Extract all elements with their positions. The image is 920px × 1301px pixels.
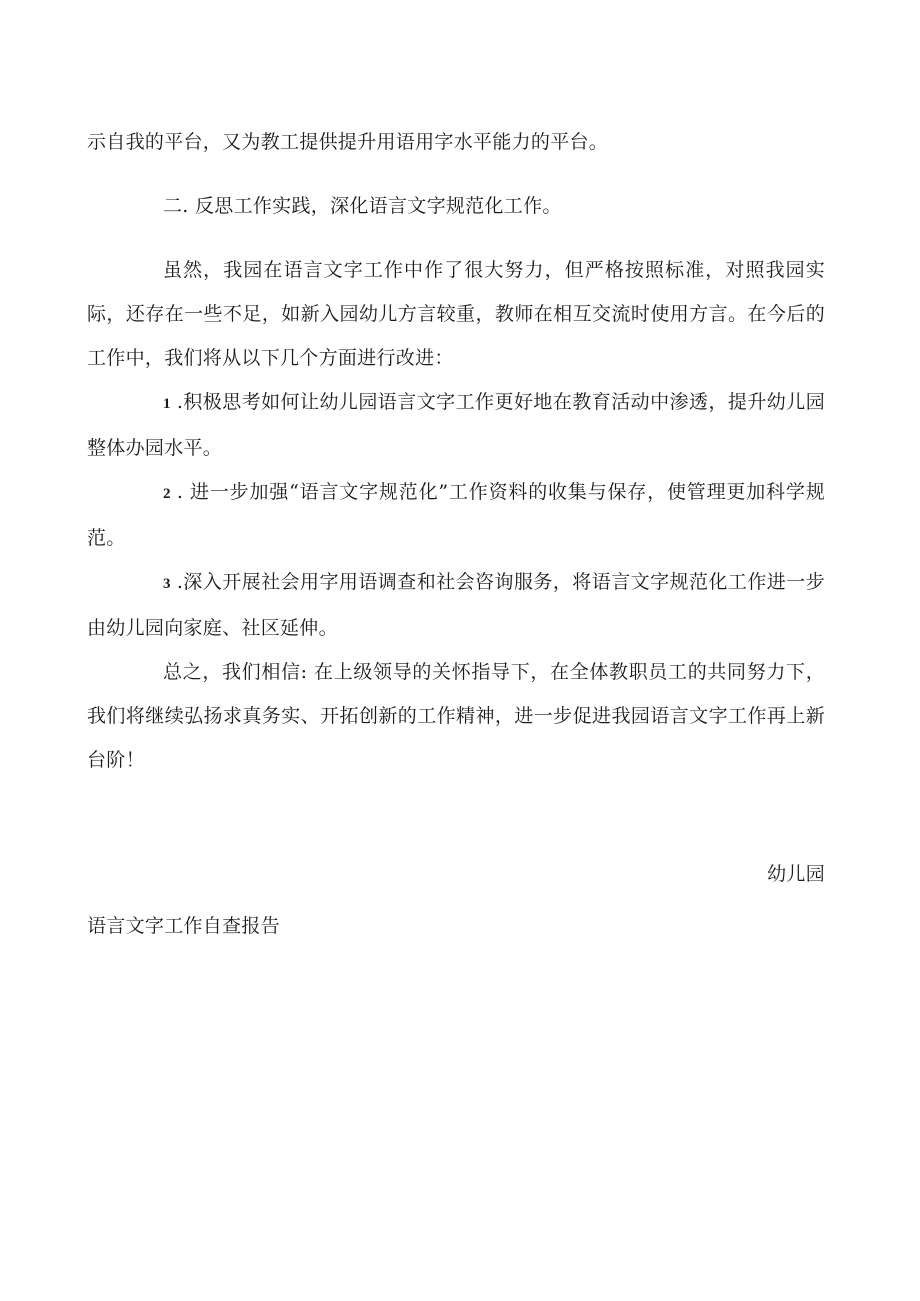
document-body	[87, 120, 825, 948]
list-item-1	[87, 380, 825, 470]
list-item-3-text: .深入开展社会用字用语调查和社会咨询服务，将语言文字规范化工作进一步由幼儿园向家庭、社区延伸。	[87, 571, 825, 639]
paragraph-reflection: 虽然，我园在语言文字工作中作了很大努力，但严格按照标准，对照我园实际，还存在一些不足，如新入园幼儿方言较重，教师在相互交流时使用方言。在今后的工作中，我们将从以下几个方面进行改进：	[87, 259, 825, 369]
closing-title: 语言文字工作自查报告	[87, 915, 281, 937]
section-heading-2: 二. 反思工作实践，深化语言文字规范化工作。	[163, 195, 562, 217]
paragraph-continuation: 示自我的平台，又为教工提供提升用语用字水平能力的平台。	[87, 131, 609, 153]
list-item-1-text: .积极思考如何让幼儿园语言文字工作更好地在教育活动中渗透，提升幼儿园整体办园水平。	[87, 391, 825, 459]
list-item-2	[87, 470, 825, 560]
list-item-1-number: 1	[163, 396, 171, 412]
list-item-3-number: 3	[163, 576, 171, 592]
list-item-2-text: . 进一步加强“语言文字规范化”工作资料的收集与保存，使管理更加科学规范。	[87, 481, 825, 549]
list-item-2-number: 2	[163, 486, 171, 502]
signature: 幼儿园	[767, 863, 825, 885]
paragraph-summary: 总之，我们相信: 在上级领导的关怀指导下，在全体教职员工的共同努力下，我们将继续弘扬求真务实、开拓创新的工作精神，进一步促进我园语言文字工作再上新台阶！	[87, 661, 825, 771]
list-item-3	[87, 560, 825, 650]
